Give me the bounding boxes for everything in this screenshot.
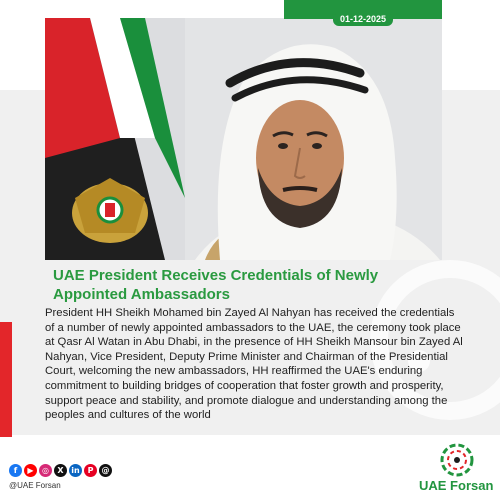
brand-name: UAE Forsan [419,478,494,493]
headline: UAE President Receives Credentials of Newly Appointed Ambassadors [53,267,379,303]
facebook-icon[interactable]: f [9,464,22,477]
social-handle: @UAE Forsan [9,481,61,490]
president-photo [45,18,442,260]
youtube-icon[interactable]: ▶ [24,464,37,477]
linkedin-icon[interactable]: in [69,464,82,477]
social-icons [9,464,112,477]
uae-forsan-logo-icon [432,440,482,480]
x-icon[interactable]: X [54,464,67,477]
pinterest-icon[interactable]: P [84,464,97,477]
red-accent-stripe [0,322,12,437]
threads-icon[interactable]: @ [99,464,112,477]
article-body: President HH Sheikh Mohamed bin Zayed Al Nahyan has received the credentials of a number of newly appointed ambassadors to the UAE, the ceremony took place at Qasr Al Watan in Abu Dhabi, in the presence of HH Sheikh Mansour bin Zayed Al Nahyan, Vice President, Deputy Prime Minister and Chairman of the Presidential Court, welcoming the new ambassadors, HH reaffirmed the UAE's enduring commitment to building bridges of cooperation that foster growth and prosperity, support peace and stability, and promote dialogue and understanding among the peoples and cultures of the world [45,307,463,422]
instagram-icon[interactable]: ◎ [39,464,52,477]
date-badge: 01-12-2025 [333,13,393,26]
